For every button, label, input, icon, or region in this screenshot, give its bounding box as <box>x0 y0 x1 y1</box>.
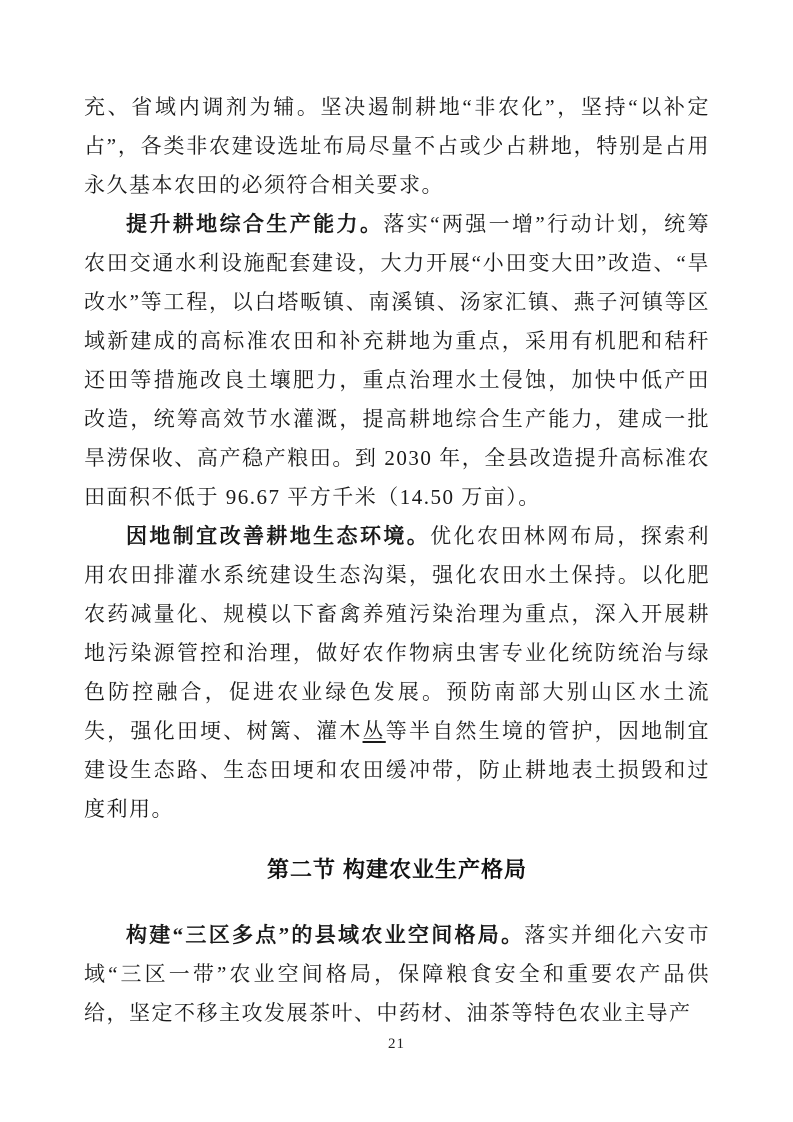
text-segment: 等半自然生境的管护，因地制宜建设生态路、生态田埂和农田缓冲带，防止耕地表土损毁和过度利用。 <box>84 719 711 821</box>
paragraph <box>84 88 710 205</box>
text-segment: 落实并细化六安市域“三区一带”农业空间格局，保障粮食安全和重要农产品供给，坚定不移主攻发展茶叶、中药材、油茶等特色农业主导产 <box>84 923 711 1025</box>
paragraph <box>84 205 710 517</box>
text-segment: 丛 <box>362 719 386 743</box>
text-segment: 构建“三区多点”的县域农业空间格局。 <box>126 923 525 947</box>
section-heading: 第二节 构建农业生产格局 <box>266 857 528 882</box>
text-segment: 优化农田林网布局，探索利用农田排灌水系统建设生态沟渠，强化农田水土保持。以化肥农药减量化、规模以下畜禽养殖污染治理为重点，深入开展耕地污染源管控和治理，做好农作物病虫害专业化统防统治与绿色防控融合，促进农业绿色发展。预防南部大别山区水土流失，强化田埂、树篱、灌木 <box>84 524 711 743</box>
paragraph <box>84 517 710 829</box>
text-segment: 充、省域内调剂为辅。坚决遏制耕地“非农化”，坚持“以补定占”，各类非农建设选址布局尽量不占或少占耕地，特别是占用永久基本农田的必须符合相关要求。 <box>84 95 710 197</box>
paragraph <box>84 916 710 1033</box>
text-segment: 因地制宜改善耕地生态环境。 <box>126 524 431 548</box>
text-segment: 落实“两强一增”行动计划，统筹农田交通水利设施配套建设，大力开展“小田变大田”改造、“旱改水”等工程，以白塔畈镇、南溪镇、汤家汇镇、燕子河镇等区域新建成的高标准农田和补充耕地为重点，采用有机肥和秸秆还田等措施改良土壤肥力，重点治理水土侵蚀，加快中低产田改造，统筹高效节水灌溉，提高耕地综合生产能力，建成一批旱涝保收、高产稳产粮田。到 2030 年，全县改造提升高标准农田面积不低于 96.67 平方千米（14.50 万亩）。 <box>84 212 711 509</box>
page-number: 21 <box>388 1036 405 1052</box>
text-segment: 提升耕地综合生产能力。 <box>126 212 384 236</box>
document-body <box>84 88 710 1033</box>
